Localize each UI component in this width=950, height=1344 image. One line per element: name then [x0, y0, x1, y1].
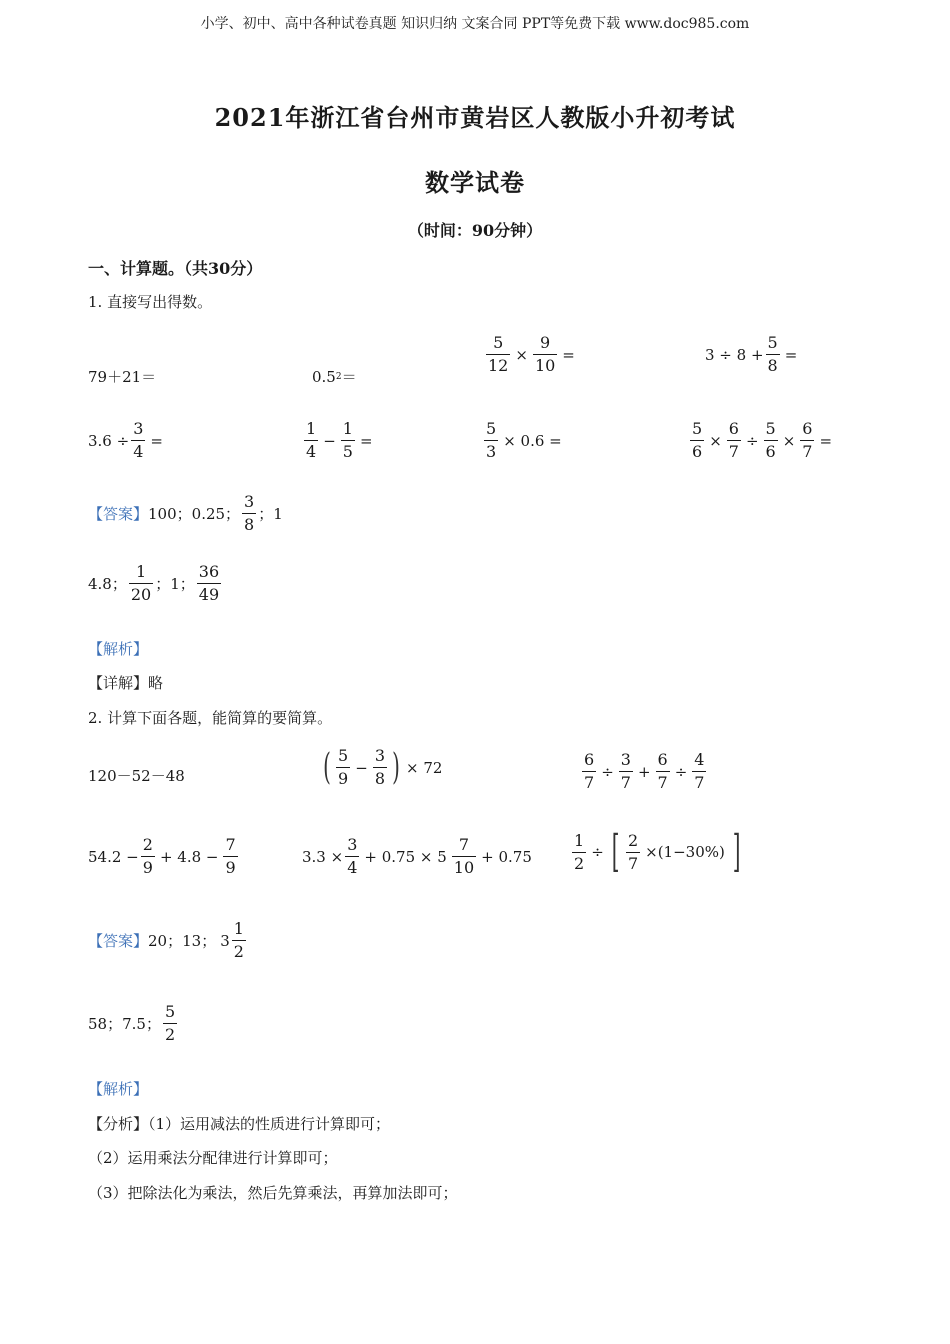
exam-title: 2021年浙江省台州市黄岩区人教版小升初考试	[214, 103, 736, 132]
q2-fenxi-2: （2）运用乘法分配律进行计算即可；	[88, 1149, 338, 1167]
q1-expr-7: $\frac{5}{3}$ × 0.6 =	[486, 419, 562, 461]
q2-expr-1: 120－52－48	[88, 767, 185, 785]
q1-expr-4: 3 ÷ 8 + $\frac{5}{8}$ =	[705, 333, 798, 375]
q1-expr-5: 3.6 ÷ $\frac{3}{4}$ =	[88, 419, 163, 461]
q1-expr-6: $\frac{1}{4}$ − $\frac{1}{5}$ =	[306, 419, 373, 461]
q1-answer: 【答案】 100；0.25； $\frac{3}{8}$ ；1	[88, 492, 283, 534]
question-1-label: 1. 直接写出得数。	[88, 293, 213, 311]
q2-answer-cont: 58；7.5； $\frac{5}{2}$	[88, 1002, 176, 1044]
q1-expr-2: 0.5 2 ＝	[312, 367, 357, 386]
q1-expr-3: $\frac{5}{12}$ × $\frac{9}{10}$ =	[488, 333, 575, 375]
q1-expr-8: $\frac{5}{6}$ × $\frac{6}{7}$ ÷ $\frac{5}{6}$ × $\frac{6}{7}$ =	[692, 419, 833, 461]
q2-analysis: 【解析】	[88, 1080, 149, 1098]
header-banner: 小学、初中、高中各种试卷真题 知识归纳 文案合同 PPT等免费下载 www.doc985.com	[200, 16, 750, 32]
q2-fenxi-1: 【分析】（1）运用减法的性质进行计算即可；	[88, 1115, 391, 1133]
q2-fenxi-3: （3）把除法化为乘法，然后先算乘法，再算加法即可；	[88, 1184, 458, 1202]
q2-expr-6: $\frac{1}{2}$ ÷ [ $\frac{2}{7}$ ×(1−30%) ]	[574, 826, 741, 877]
exam-subtitle: 数学试卷	[425, 168, 525, 197]
q2-answer: 【答案】 20；13； 3 $\frac{1}{2}$	[88, 919, 244, 961]
q2-expr-3: $\frac{6}{7}$ ÷ $\frac{3}{7}$ + $\frac{6}{7}$ ÷ $\frac{4}{7}$	[584, 750, 705, 792]
q2-expr-5: 3.3 × $\frac{3}{4}$ + 0.75 × 5 $\frac{7}{10}$ + 0.75	[302, 835, 532, 877]
q2-expr-4: 54.2 − $\frac{2}{9}$ + 4.8 − $\frac{7}{9}$	[88, 835, 236, 877]
q1-expr-1: 79＋21＝	[88, 368, 157, 386]
q2-expr-2: ( $\frac{5}{9}$ − $\frac{3}{8}$ ) × 72	[323, 746, 443, 788]
q1-answer-cont: 4.8； $\frac{1}{20}$ ；1； $\frac{36}{49}$	[88, 562, 220, 604]
question-2-label: 2. 计算下面各题，能简算的要简算。	[88, 709, 333, 727]
q1-detail: 【详解】略	[88, 674, 164, 692]
q1-analysis: 【解析】	[88, 640, 149, 658]
exam-time: （时间：90分钟）	[407, 221, 543, 240]
section-heading: 一、计算题。（共30分）	[88, 259, 263, 278]
